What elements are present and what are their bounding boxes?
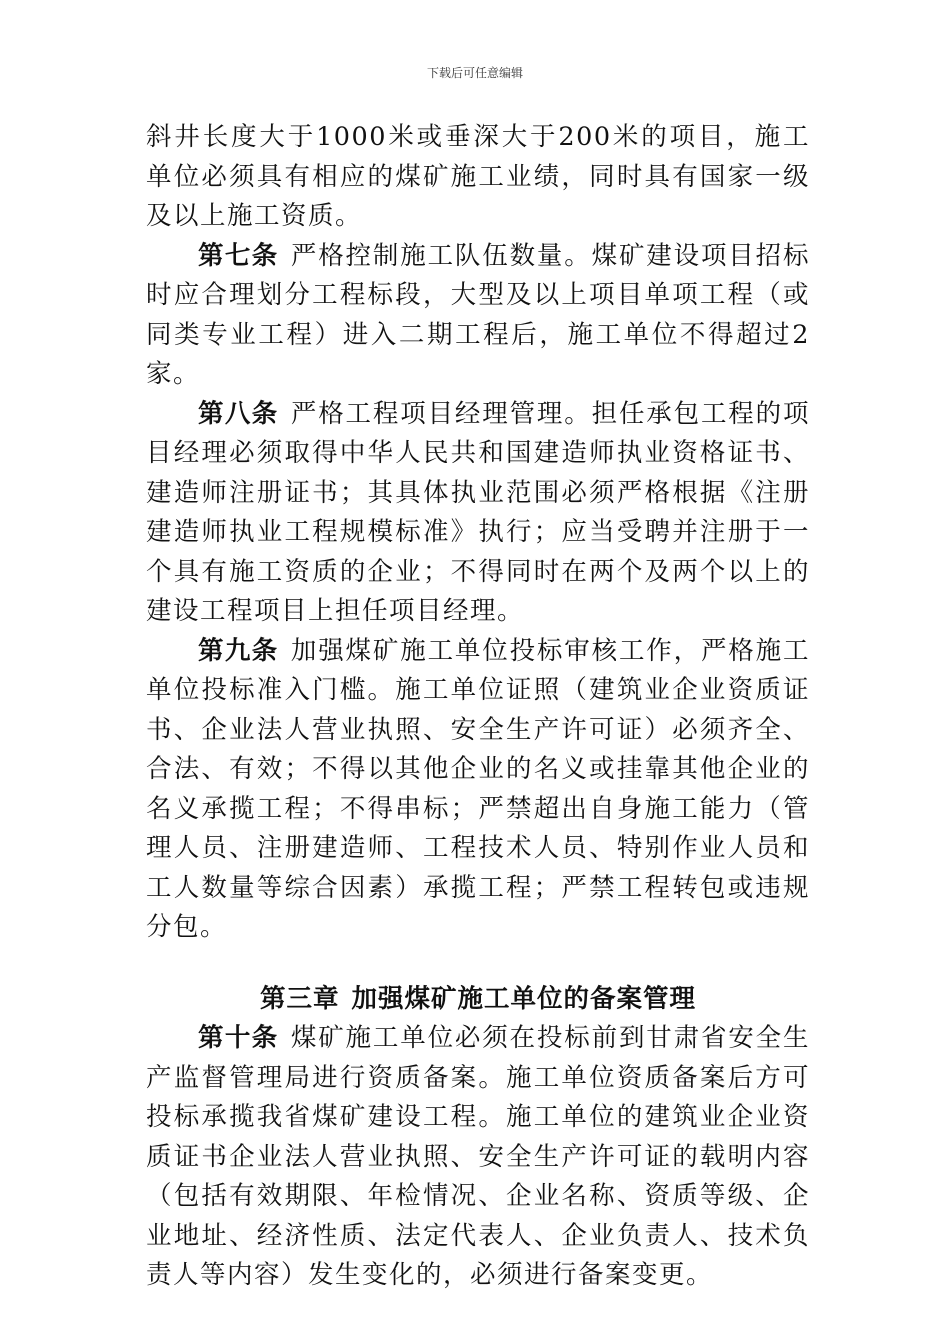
article-10 [146,1019,810,1296]
article-8 [146,395,810,632]
article-10-label: 第十条 [198,1023,279,1053]
article-7-text: 严格控制施工队伍数量。煤矿建设项目招标时应合理划分工程标段，大型及以上项目单项工程（或同类专业工程）进入二期工程后，施工单位不得超过2家。 [146,240,810,389]
paragraph-continuation: 斜井长度大于1000米或垂深大于200米的项目，施工单位必须具有相应的煤矿施工业绩，同时具有国家一级及以上施工资质。 [146,122,810,231]
article-8-text: 严格工程项目经理管理。担任承包工程的项目经理必须取得中华人民共和国建造师执业资格证书、建造师注册证书；其具体执业范围必须严格根据《注册建造师执业工程规模标准》执行；应当受聘并注册于一个具有施工资质的企业；不得同时在两个及两个以上的建设工程项目上担任项目经理。 [146,398,810,626]
article-9-label: 第九条 [198,635,279,666]
article-9-text: 加强煤矿施工单位投标审核工作，严格施工单位投标准入门槛。施工单位证照（建筑业企业资质证书、企业法人营业执照、安全生产许可证）必须齐全、合法、有效；不得以其他企业的名义或挂靠其他企业的名义承揽工程；不得串标；严禁超出自身施工能力（管理人员、注册建造师、工程技术人员、特别作业人员和工人数量等综合因素）承揽工程；严禁工程转包或违规分包。 [146,635,810,942]
chapter-label: 第三章 [259,983,340,1014]
chapter-title: 加强煤矿施工单位的备案管理 [351,983,697,1014]
document-body [146,118,810,1296]
article-9 [146,632,810,948]
article-7 [146,237,810,395]
article-7-label: 第七条 [198,240,279,271]
article-8-label: 第八条 [198,398,279,429]
article-10-text: 煤矿施工单位必须在投标前到甘肃省安全生产监督管理局进行资质备案。施工单位资质备案后方可投标承揽我省煤矿建设工程。施工单位的建筑业企业资质证书企业法人营业执照、安全生产许可证的载明内容（包括有效期限、年检情况、企业名称、资质等级、企业地址、经济性质、法定代表人、企业负责人、技术负责人等内容）发生变化的，必须进行备案变更。 [146,1023,810,1290]
chapter-heading [146,980,810,1020]
page-header-note: 下载后可任意编辑 [426,66,523,80]
